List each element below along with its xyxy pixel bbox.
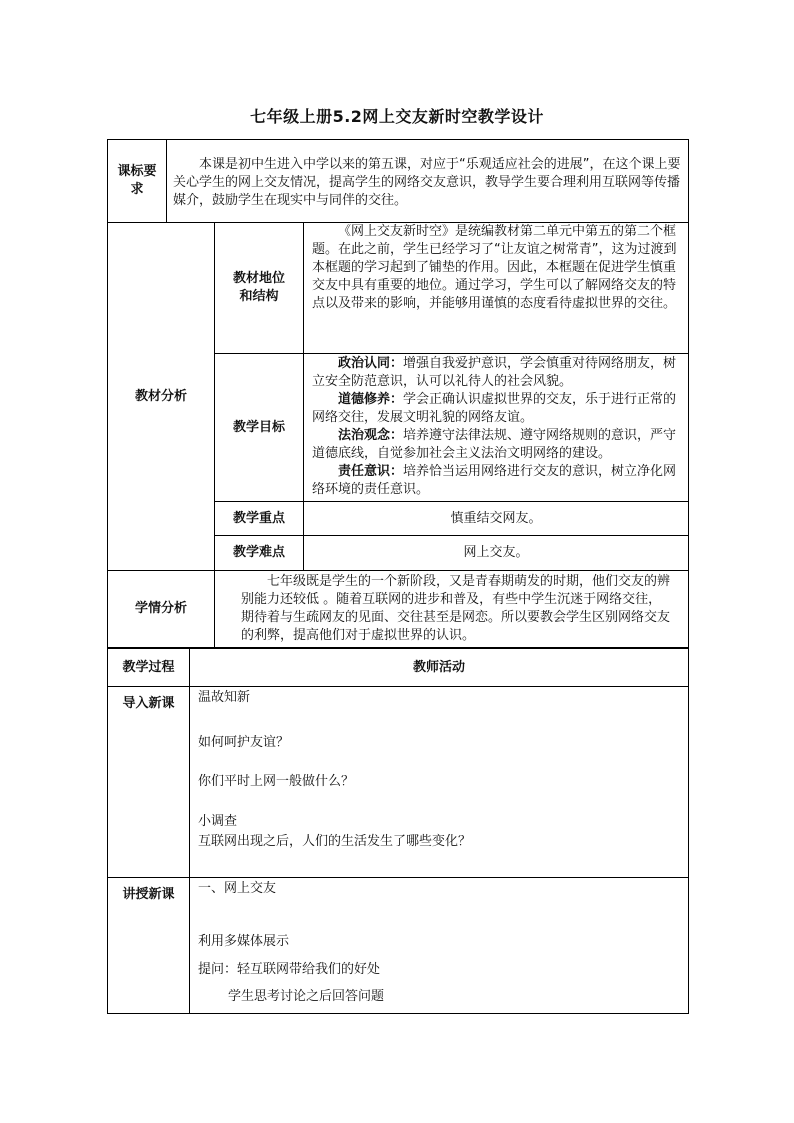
kebiao-text: 本课是初中生进入中学以来的第五课，对应于“乐观适应社会的进展”，在这个课上要关心学生的网上交友情况，提高学生的网络交友意识，教导学生要合理利用互联网等传播媒介，鼓励学生在现实中与同伴的交往。	[166, 139, 689, 223]
intro-line: 如何呵护友谊？	[198, 735, 290, 750]
jiaocai-label: 教材分析	[107, 222, 215, 571]
page-title: 七年级上册5.2网上交友新时空教学设计	[250, 107, 544, 126]
process-header-left: 教学过程	[107, 647, 190, 687]
goal-item: 道德修养：学会正确认识虚拟世界的交友，乐于进行正常的网络交往，发展文明礼貌的网络友谊。	[312, 392, 677, 425]
xueqing-text: 七年级既是学生的一个新阶段，又是青春期萌发的时期，他们交友的辨别能力还较低 。随着互联网的进步和普及，有些中学生沉迷于网络交往，期待着与生疏网友的见面、交往甚至是网恋。所以要教会学生区别网络交友的利弊，提高他们对于虚拟世界的认识。	[214, 570, 689, 648]
kebiao-label: 课标要求	[107, 139, 167, 223]
intro-line: 互联网出现之后，人们的生活发生了哪些变化？	[198, 834, 472, 849]
goal-item: 法治观念：培养遵守法律法规、遵守网络规则的意识，严守道德底线，自觉参加社会主义法治文明网络的建设。	[312, 428, 677, 461]
process-header-right: 教师活动	[189, 647, 689, 687]
teach-line: 提问：轻互联网带给我们的好处	[198, 962, 381, 977]
intro-line: 你们平时上网一般做什么？	[198, 774, 355, 789]
teach-line: 利用多媒体展示	[198, 934, 290, 949]
difficulty-label: 教学难点	[214, 535, 304, 571]
teach-label: 讲授新课	[107, 877, 190, 1014]
teach-line: 一、网上交友	[198, 881, 277, 896]
goals-text	[303, 353, 689, 502]
position-label: 教材地位和结构	[214, 222, 304, 354]
difficulty-text: 网上交友。	[303, 535, 689, 571]
key-label: 教学重点	[214, 501, 304, 536]
intro-content	[189, 686, 689, 878]
key-text: 慎重结交网友。	[303, 501, 689, 536]
intro-line: 小调查	[198, 814, 238, 829]
teach-content	[189, 877, 689, 1014]
xueqing-label: 学情分析	[107, 570, 215, 648]
intro-label: 导入新课	[107, 686, 190, 878]
goal-item: 政治认同：增强自我爱护意识，学会慎重对待网络朋友，树立安全防范意识，认可以礼待人的社会风貌。	[312, 356, 677, 389]
intro-line: 温故知新	[198, 690, 251, 705]
teach-line: 学生思考讨论之后回答问题	[228, 989, 385, 1004]
goal-item: 责任意识：培养恰当运用网络进行交友的意识，树立净化网络环境的责任意识。	[312, 464, 677, 497]
goals-label: 教学目标	[214, 353, 304, 502]
position-text: 《网上交友新时空》是统编教材第二单元中第五的第二个框题。在此之前，学生已经学习了“让友谊之树常青”，这为过渡到本框题的学习起到了铺垫的作用。因此，本框题在促进学生慎重交友中具有重要的地位。通过学习，学生可以了解网络交友的特点以及带来的影响，并能够用谨慎的态度看待虚拟世界的交往。	[303, 222, 689, 354]
